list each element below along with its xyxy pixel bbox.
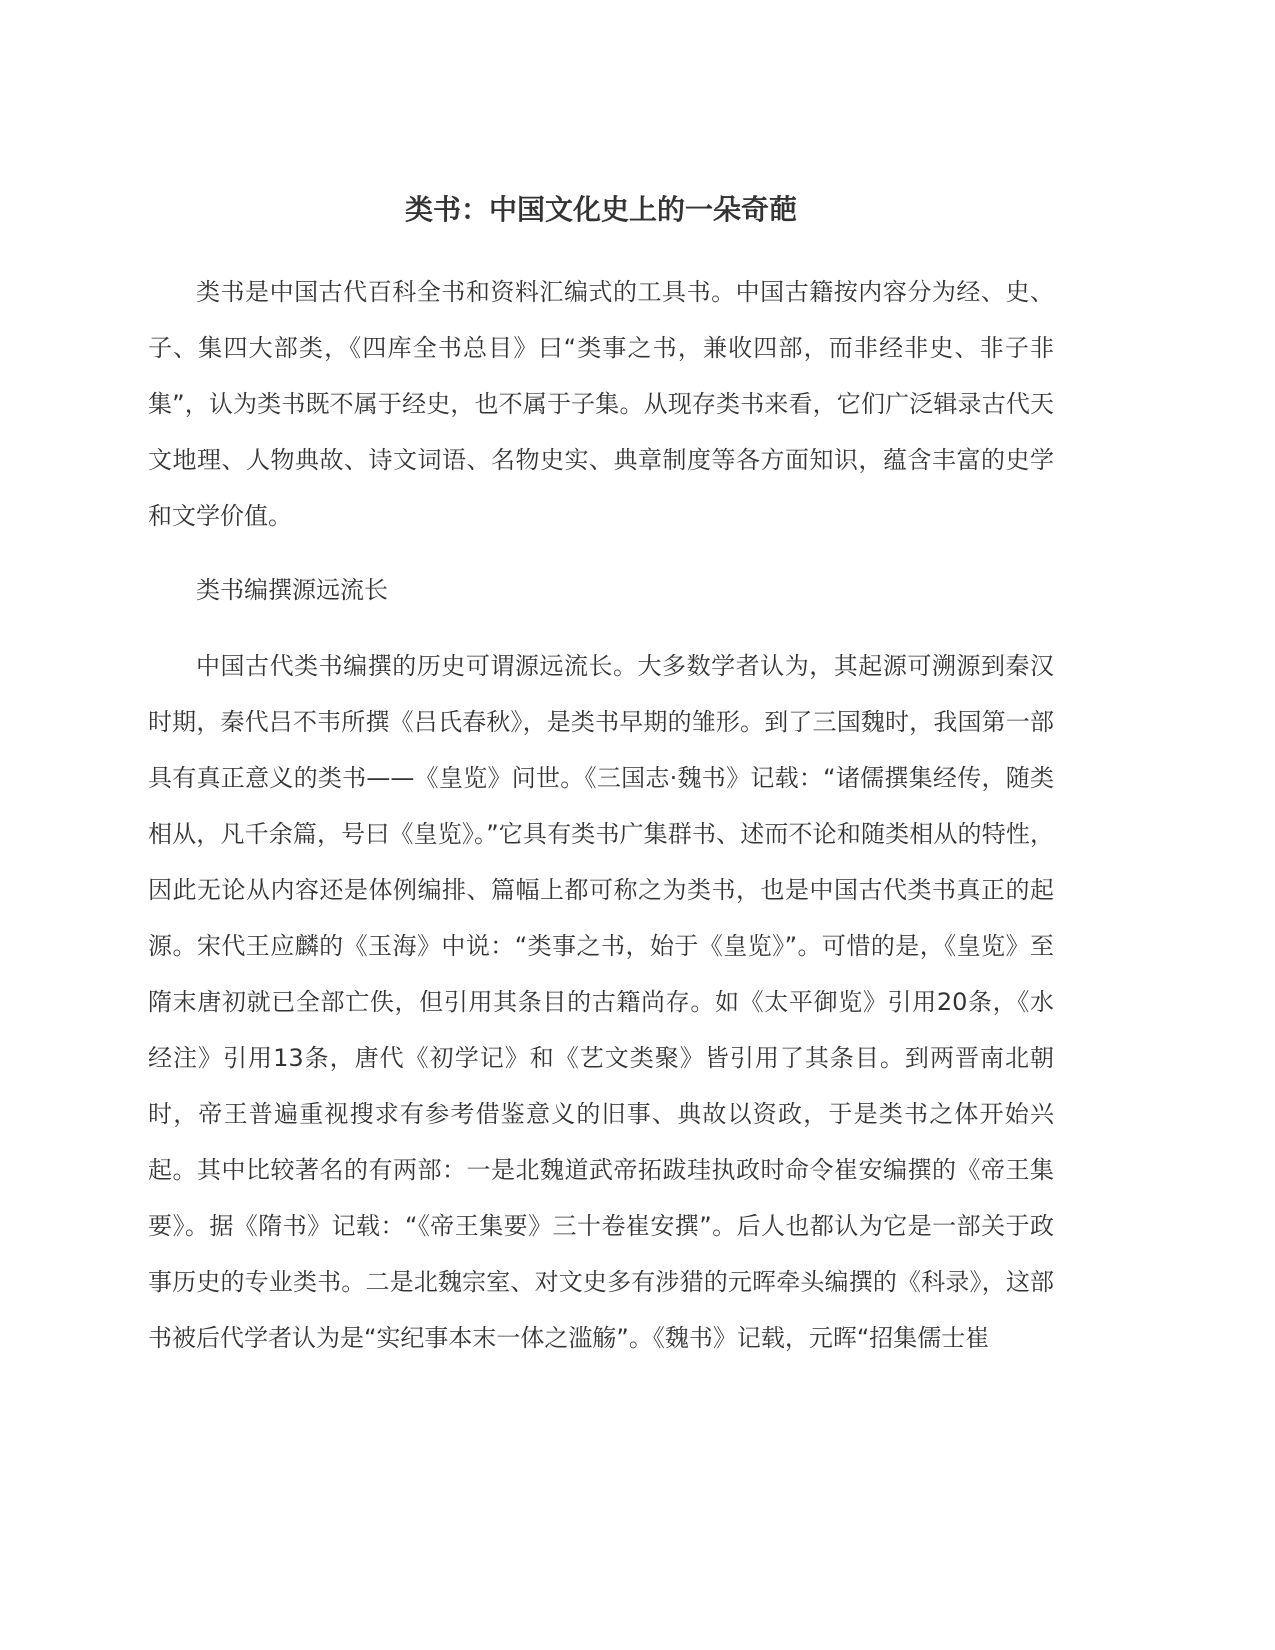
intro-paragraph: 类书是中国古代百科全书和资料汇编式的工具书。中国古籍按内容分为经、史、子、集四大部类，《四库全书总目》曰“类事之书，兼收四部，而非经非史、非子非集”，认为类书既不属于经史，也不属于子集。从现存类书来看，它们广泛辑录古代天文地理、人物典故、诗文词语、名物史实、典章制度等各方面知识，蕴含丰富的史学和文学价值。 <box>148 278 1054 530</box>
history-paragraph: 中国古代类书编撰的历史可谓源远流长。大多数学者认为，其起源可溯源到秦汉时期，秦代吕不韦所撰《吕氏春秋》，是类书早期的雏形。到了三国魏时，我国第一部具有真正意义的类书——《皇览》问世。《三国志·魏书》记载：“诸儒撰集经传，随类相从，凡千余篇，号曰《皇览》。”它具有类书广集群书、述而不论和随类相从的特性，因此无论从内容还是体例编排、篇幅上都可称之为类书，也是中国古代类书真正的起源。宋代王应麟的《玉海》中说：“类事之书，始于《皇览》”。可惜的是，《皇览》至隋末唐初就已全部亡佚，但引用其条目的古籍尚存。如《太平御览》引用20条，《水经注》引用13条，唐代《初学记》和《艺文类聚》皆引用了其条目。到两晋南北朝时，帝王普遍重视搜求有参考借鉴意义的旧事、典故以资政，于是类书之体开始兴起。其中比较著名的有两部：一是北魏道武帝拓跋珪执政时命令崔安编撰的《帝王集要》。据《隋书》记载：“《帝王集要》三十卷崔安撰”。后人也都认为它是一部关于政事历史的专业类书。二是北魏宗室、对文史多有涉猎的元晖牵头编撰的《科录》，这部书被后代学者认为是“实纪事本末一体之滥觞”。《魏书》记载，元晖“招集儒士崔 <box>148 652 1054 1352</box>
section-heading: 类书编撰源远流长 <box>196 576 388 604</box>
document-title: 类书：中国文化史上的一朵奇葩 <box>404 193 797 226</box>
